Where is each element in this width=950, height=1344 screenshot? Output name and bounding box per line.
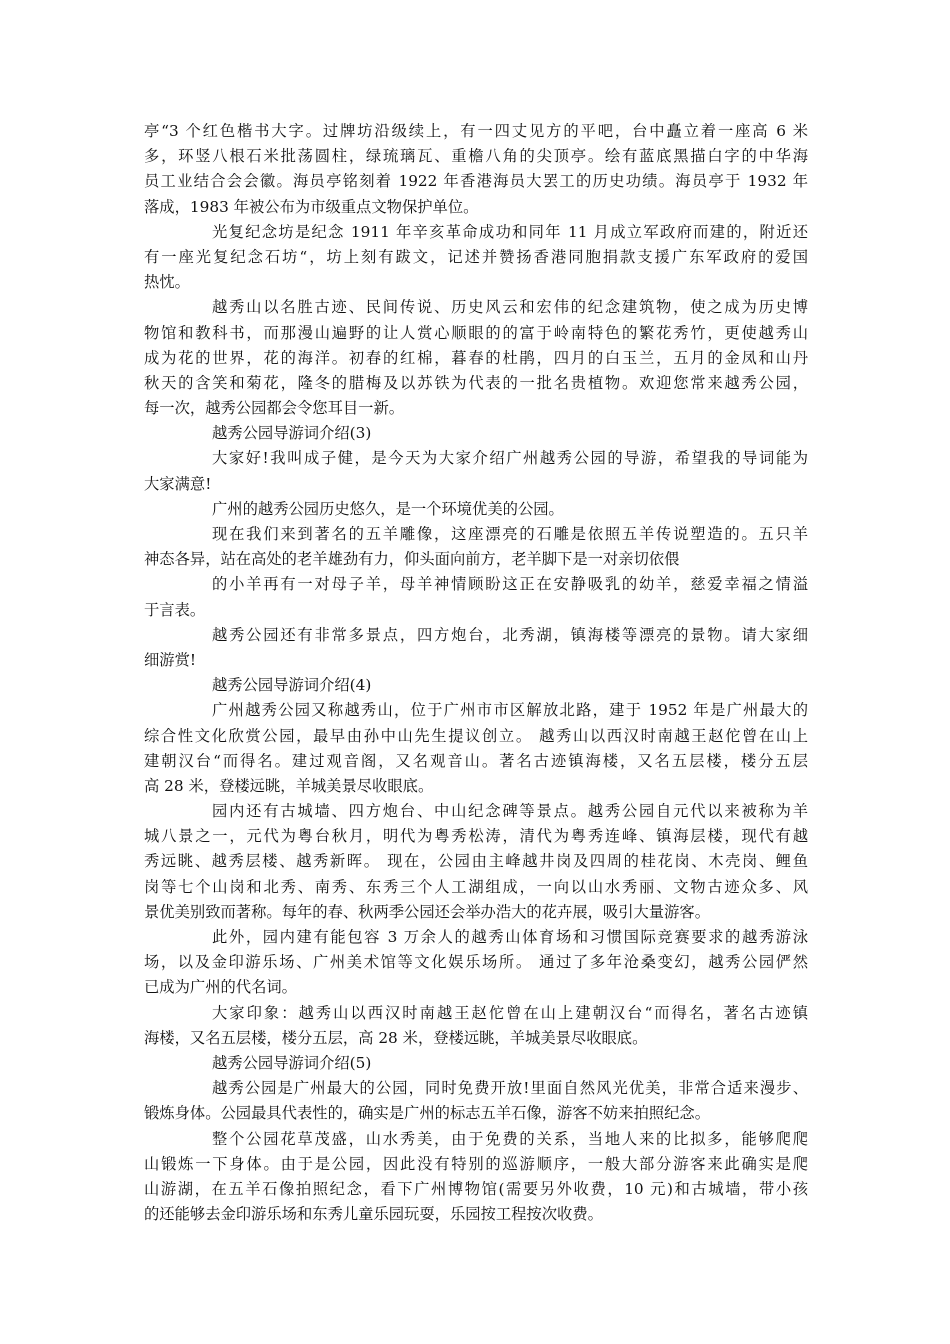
text-line: 越秀公园是广州最大的公园，同时免费开放!里面自然风光优美，非常合适来漫步、 xyxy=(212,1079,808,1098)
text-line: 已成为广州的代名词。 xyxy=(144,978,297,997)
text-line: 整个公园花草茂盛，山水秀美，由于免费的关系，当地人来的比拟多，能够爬爬 xyxy=(212,1129,808,1148)
text-line: 高 28 米，登楼远眺，羊城美景尽收眼底。 xyxy=(144,776,434,795)
text-line: 现在我们来到著名的五羊雕像，这座漂亮的石雕是依照五羊传说塑造的。五只羊 xyxy=(212,525,808,543)
text-line: 建朝汉台“而得名。建过观音阁，又名观音山。著名古迹镇海楼，又名五层楼，楼分五层 xyxy=(144,751,808,770)
text-line: 大家印象：越秀山以西汉时南越王赵佗曾在山上建朝汉台“而得名，著名古迹镇 xyxy=(212,1003,808,1022)
text-line: 亭“3 个红色楷书大字。过牌坊沿级续上，有一四丈见方的平吧，台中矗立着一座高 6 米 xyxy=(144,122,808,140)
text-line: 海楼，又名五层楼，楼分五层，高 28 米，登楼远眺，羊城美景尽收眼底。 xyxy=(144,1028,648,1047)
text-line: 山游湖，在五羊石像拍照纪念，看下广州博物馆(需要另外收费，10 元)和古城墙，带小孩 xyxy=(144,1179,808,1198)
text-line: 物馆和教科书，而那漫山遍野的让人赏心顺眼的的富于岭南特色的繁花秀竹，更使越秀山 xyxy=(144,323,808,342)
text-line: 于言表。 xyxy=(144,600,206,619)
text-line: 多，环竖八根石米批荡圆柱，绿琉璃瓦、重檐八角的尖顶亭。绘有蓝底黑描白字的中华海 xyxy=(144,147,808,166)
text-line: 每一次，越秀公园都会令您耳目一新。 xyxy=(144,399,405,418)
text-line: 大家好!我叫成子健，是今天为大家介绍广州越秀公园的导游，希望我的导词能为 xyxy=(212,449,808,468)
text-line: 越秀山以名胜古迹、民间传说、历史风云和宏伟的纪念建筑物，使之成为历史博 xyxy=(212,298,808,317)
text-line: 细游赏! xyxy=(144,650,197,669)
text-line: 越秀公园导游词介绍(4) xyxy=(212,676,372,695)
text-line: 秀远眺、越秀层楼、越秀新晖。 现在，公园由主峰越井岗及四周的桂花岗、木壳岗、鲤鱼 xyxy=(144,852,808,871)
text-line: 光复纪念坊是纪念 1911 年辛亥革命成功和同年 11 月成立军政府而建的，附近还 xyxy=(212,222,808,241)
text-line: 综合性文化欣赏公园，最早由孙中山先生提议创立。 越秀山以西汉时南越王赵佗曾在山上 xyxy=(144,726,808,745)
text-line: 大家满意! xyxy=(144,474,212,493)
text-line: 有一座光复纪念石坊“，坊上刻有跋文，记述并赞扬香港同胞捐款支援广东军政府的爱国 xyxy=(144,247,808,266)
document-body xyxy=(144,119,808,1227)
text-line: 此外，园内建有能包容 3 万余人的越秀山体育场和习惯国际竞赛要求的越秀游泳 xyxy=(212,928,808,946)
text-line: 锻炼身体。公园最具代表性的，确实是广州的标志五羊石像，游客不妨来拍照纪念。 xyxy=(144,1104,710,1123)
text-line: 落成，1983 年被公布为市级重点文物保护单位。 xyxy=(144,197,479,216)
text-line: 景优美别致而著称。每年的春、秋两季公园还会举办浩大的花卉展，吸引大量游客。 xyxy=(144,902,710,921)
text-line: 秋天的含笑和菊花，隆冬的腊梅及以苏铁为代表的一批名贵植物。欢迎您常来越秀公园， xyxy=(144,373,808,392)
text-line: 越秀公园导游词介绍(3) xyxy=(212,424,372,443)
text-line: 热忱。 xyxy=(144,273,190,292)
text-line: 场，以及金印游乐场、广州美术馆等文化娱乐场所。 通过了多年沧桑变幻，越秀公园俨然 xyxy=(144,953,808,972)
text-line: 越秀公园导游词介绍(5) xyxy=(212,1053,372,1072)
text-line: 成为花的世界，花的海洋。初春的红棉，暮春的杜鹃，四月的白玉兰，五月的金凤和山丹 xyxy=(144,348,808,367)
text-line: 员工业结合会会徽。海员亭铭刻着 1922 年香港海员大罢工的历史功绩。海员亭于 1932 年 xyxy=(144,172,808,191)
text-line: 越秀公园还有非常多景点，四方炮台，北秀湖，镇海楼等漂亮的景物。请大家细 xyxy=(212,625,808,644)
text-line: 园内还有古城墙、四方炮台、中山纪念碑等景点。越秀公园自元代以来被称为羊 xyxy=(212,802,808,821)
text-line: 的还能够去金印游乐场和东秀儿童乐园玩耍，乐园按工程按次收费。 xyxy=(144,1205,603,1224)
text-line: 神态各异，站在高处的老羊雄劲有力，仰头面向前方，老羊脚下是一对亲切依偎 xyxy=(144,550,680,569)
text-line: 广州越秀公园又称越秀山，位于广州市市区解放北路，建于 1952 年是广州最大的 xyxy=(212,701,808,720)
text-line: 广州的越秀公园历史悠久，是一个环境优美的公园。 xyxy=(212,499,564,518)
text-line: 城八景之一，元代为粤台秋月，明代为粤秀松涛，清代为粤秀连峰、镇海层楼，现代有越 xyxy=(144,827,808,846)
text-line: 山锻炼一下身体。由于是公园，因此没有特别的巡游顺序，一般大部分游客来此确实是爬 xyxy=(144,1154,808,1173)
text-line: 岗等七个山岗和北秀、南秀、东秀三个人工湖组成，一向以山水秀丽、文物古迹众多、风 xyxy=(144,877,808,896)
text-line: 的小羊再有一对母子羊，母羊神情顾盼这正在安静吸乳的幼羊，慈爱幸福之情溢 xyxy=(212,575,808,594)
